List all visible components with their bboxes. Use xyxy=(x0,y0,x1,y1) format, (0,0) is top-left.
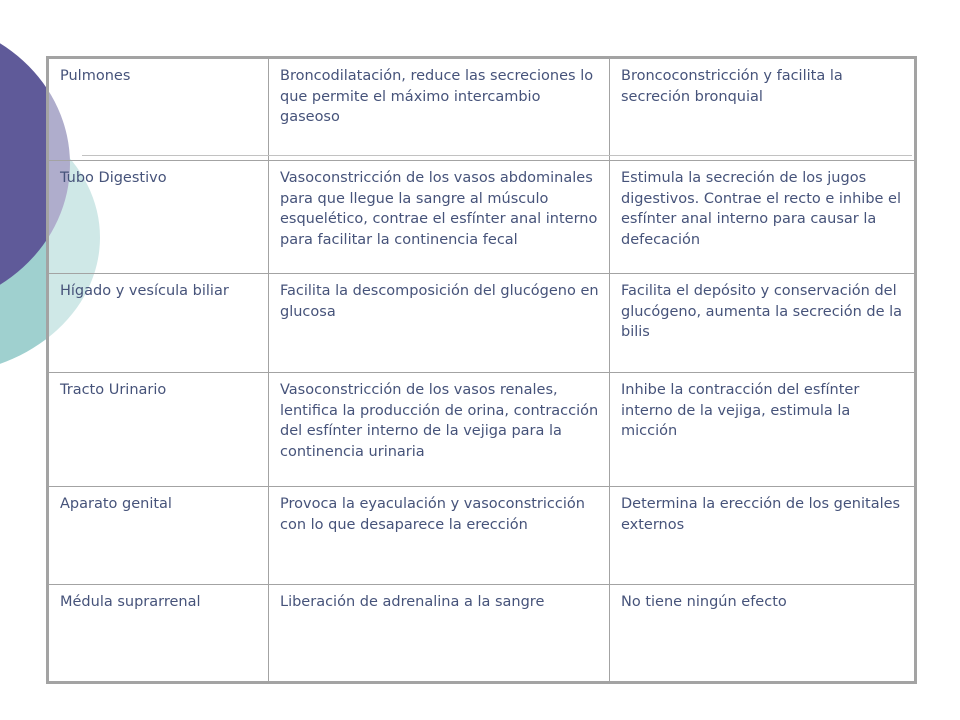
organ-cell: Tubo Digestivo xyxy=(48,161,269,274)
sympathetic-effect-cell: Provoca la eyaculación y vasoconstricción con lo que desaparece la erección xyxy=(269,487,610,585)
organ-cell: Médula suprarrenal xyxy=(48,585,269,683)
sympathetic-effect-cell: Vasoconstricción de los vasos abdominales para que llegue la sangre al músculo esquelético, contrae el esfínter anal interno para facilitar la continencia fecal xyxy=(269,161,610,274)
sympathetic-effect-cell: Facilita la descomposición del glucógeno en glucosa xyxy=(269,274,610,373)
organ-cell: Aparato genital xyxy=(48,487,269,585)
parasympathetic-effect-cell: Determina la erección de los genitales externos xyxy=(610,487,916,585)
sympathetic-effect-cell: Broncodilatación, reduce las secreciones lo que permite el máximo intercambio gaseoso xyxy=(269,58,610,161)
decorative-divider-line xyxy=(82,155,912,156)
autonomic-effects-table xyxy=(46,56,917,684)
table-row xyxy=(48,585,916,683)
sympathetic-effect-cell: Liberación de adrenalina a la sangre xyxy=(269,585,610,683)
parasympathetic-effect-cell: Broncoconstricción y facilita la secreción bronquial xyxy=(610,58,916,161)
sympathetic-effect-cell: Vasoconstricción de los vasos renales, lentifica la producción de orina, contracción del esfínter interno de la vejiga para la continencia urinaria xyxy=(269,373,610,487)
organ-cell: Tracto Urinario xyxy=(48,373,269,487)
parasympathetic-effect-cell: Inhibe la contracción del esfínter interno de la vejiga, estimula la micción xyxy=(610,373,916,487)
organ-cell: Hígado y vesícula biliar xyxy=(48,274,269,373)
table-row xyxy=(48,58,916,161)
table-row xyxy=(48,274,916,373)
table-row xyxy=(48,373,916,487)
parasympathetic-effect-cell: No tiene ningún efecto xyxy=(610,585,916,683)
table-row xyxy=(48,161,916,274)
organ-cell: Pulmones xyxy=(48,58,269,161)
parasympathetic-effect-cell: Facilita el depósito y conservación del glucógeno, aumenta la secreción de la bilis xyxy=(610,274,916,373)
parasympathetic-effect-cell: Estimula la secreción de los jugos digestivos. Contrae el recto e inhibe el esfínter anal interno para causar la defecación xyxy=(610,161,916,274)
table-row xyxy=(48,487,916,585)
